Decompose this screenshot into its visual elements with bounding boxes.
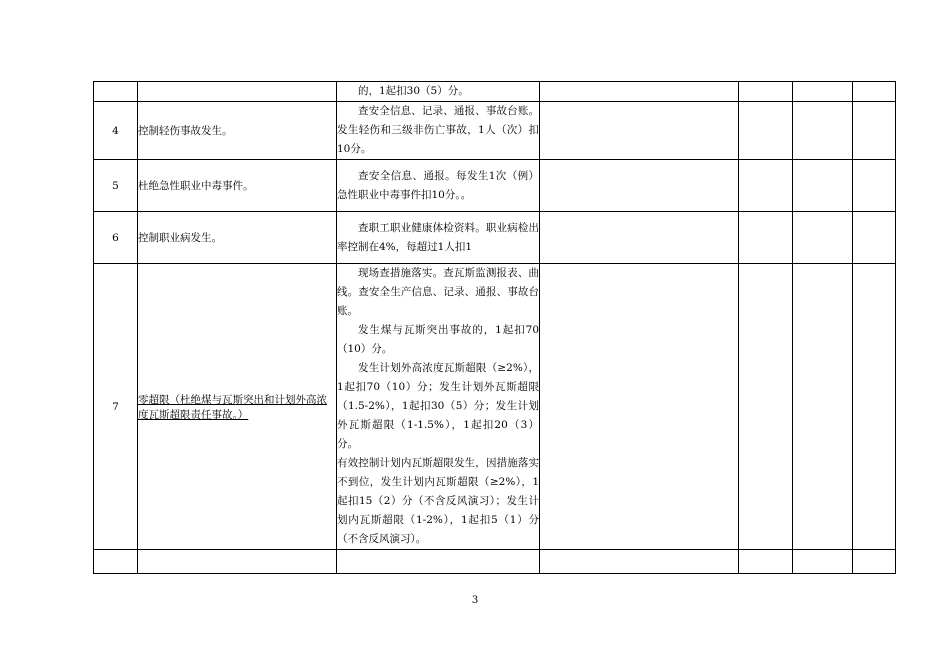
method-paragraph: 现场查措施落实。查瓦斯监测报表、曲线。查安全生产信息、记录、通报、事故台账。 xyxy=(337,267,539,317)
method-paragraph: 有效控制计划内瓦斯超限发生，因措施落实不到位，发生计划内瓦斯超限（≥2%），1起扣15（2）分（不含反风演习）；发生计划内瓦斯超限（1-2%），1起扣5（1）分（不含反风演习）。 xyxy=(337,457,539,545)
empty-cell xyxy=(739,82,793,102)
empty-cell xyxy=(853,212,896,264)
page-number: 3 xyxy=(471,595,479,606)
empty-cell xyxy=(540,264,739,550)
empty-cell xyxy=(793,102,853,160)
empty-cell xyxy=(739,264,793,550)
empty-cell xyxy=(739,550,793,574)
empty-cell xyxy=(853,102,896,160)
table-row xyxy=(94,160,896,212)
empty-cell xyxy=(853,264,896,550)
empty-cell xyxy=(540,550,739,574)
assessment-method xyxy=(337,102,540,160)
method-paragraph: 的，1起扣30（5）分。 xyxy=(358,85,469,97)
empty-cell xyxy=(540,82,739,102)
table-row xyxy=(94,82,896,102)
table-row xyxy=(94,550,896,574)
empty-cell xyxy=(793,550,853,574)
assessment-item xyxy=(138,82,337,102)
method-paragraph: 查安全信息、通报。每发生1次（例）急性职业中毒事件扣10分。。 xyxy=(337,169,539,201)
empty-cell xyxy=(540,160,739,212)
table-row xyxy=(94,264,896,550)
empty-cell xyxy=(853,550,896,574)
method-paragraph: 发生煤与瓦斯突出事故的，1起扣70（10）分。 xyxy=(337,324,539,355)
empty-cell xyxy=(540,102,739,160)
empty-cell xyxy=(337,550,540,574)
row-number: 4 xyxy=(94,102,138,160)
row-number: 7 xyxy=(94,264,138,550)
row-number: 6 xyxy=(94,212,138,264)
method-paragraph: 发生计划外高浓度瓦斯超限（≥2%），1起扣70（10）分；发生计划外瓦斯超限（1.5-2%），1起扣30（5）分；发生计划外瓦斯超限（1-1.5%），1起扣20（3）分。 xyxy=(337,362,539,450)
table-row xyxy=(94,212,896,264)
assessment-method xyxy=(337,160,540,212)
empty-cell xyxy=(793,82,853,102)
empty-cell xyxy=(793,160,853,212)
empty-cell xyxy=(793,264,853,550)
assessment-item xyxy=(138,264,337,550)
assessment-method xyxy=(337,264,540,550)
empty-cell xyxy=(739,102,793,160)
row-number xyxy=(94,82,138,102)
empty-cell xyxy=(138,550,337,574)
empty-cell xyxy=(94,550,138,574)
empty-cell xyxy=(739,212,793,264)
assessment-item-text: 零超限（杜绝煤与瓦斯突出和计划外高浓度瓦斯超限责任事故。） xyxy=(138,393,327,421)
assessment-table xyxy=(93,81,896,574)
assessment-item: 控制轻伤事故发生。 xyxy=(138,102,337,160)
empty-cell xyxy=(739,160,793,212)
assessment-method xyxy=(337,82,540,102)
empty-cell xyxy=(853,82,896,102)
assessment-item: 控制职业病发生。 xyxy=(138,212,337,264)
method-paragraph: 查安全信息、记录、通报、事故台账。发生轻伤和三级非伤亡事故，1人（次）扣10分。 xyxy=(337,105,539,155)
row-number: 5 xyxy=(94,160,138,212)
empty-cell xyxy=(793,212,853,264)
table-row xyxy=(94,102,896,160)
method-paragraph: 查职工职业健康体检资料。职业病检出率控制在4%，每超过1人扣1 xyxy=(337,221,539,253)
empty-cell xyxy=(540,212,739,264)
assessment-method xyxy=(337,212,540,264)
empty-cell xyxy=(853,160,896,212)
assessment-item: 杜绝急性职业中毒事件。 xyxy=(138,160,337,212)
